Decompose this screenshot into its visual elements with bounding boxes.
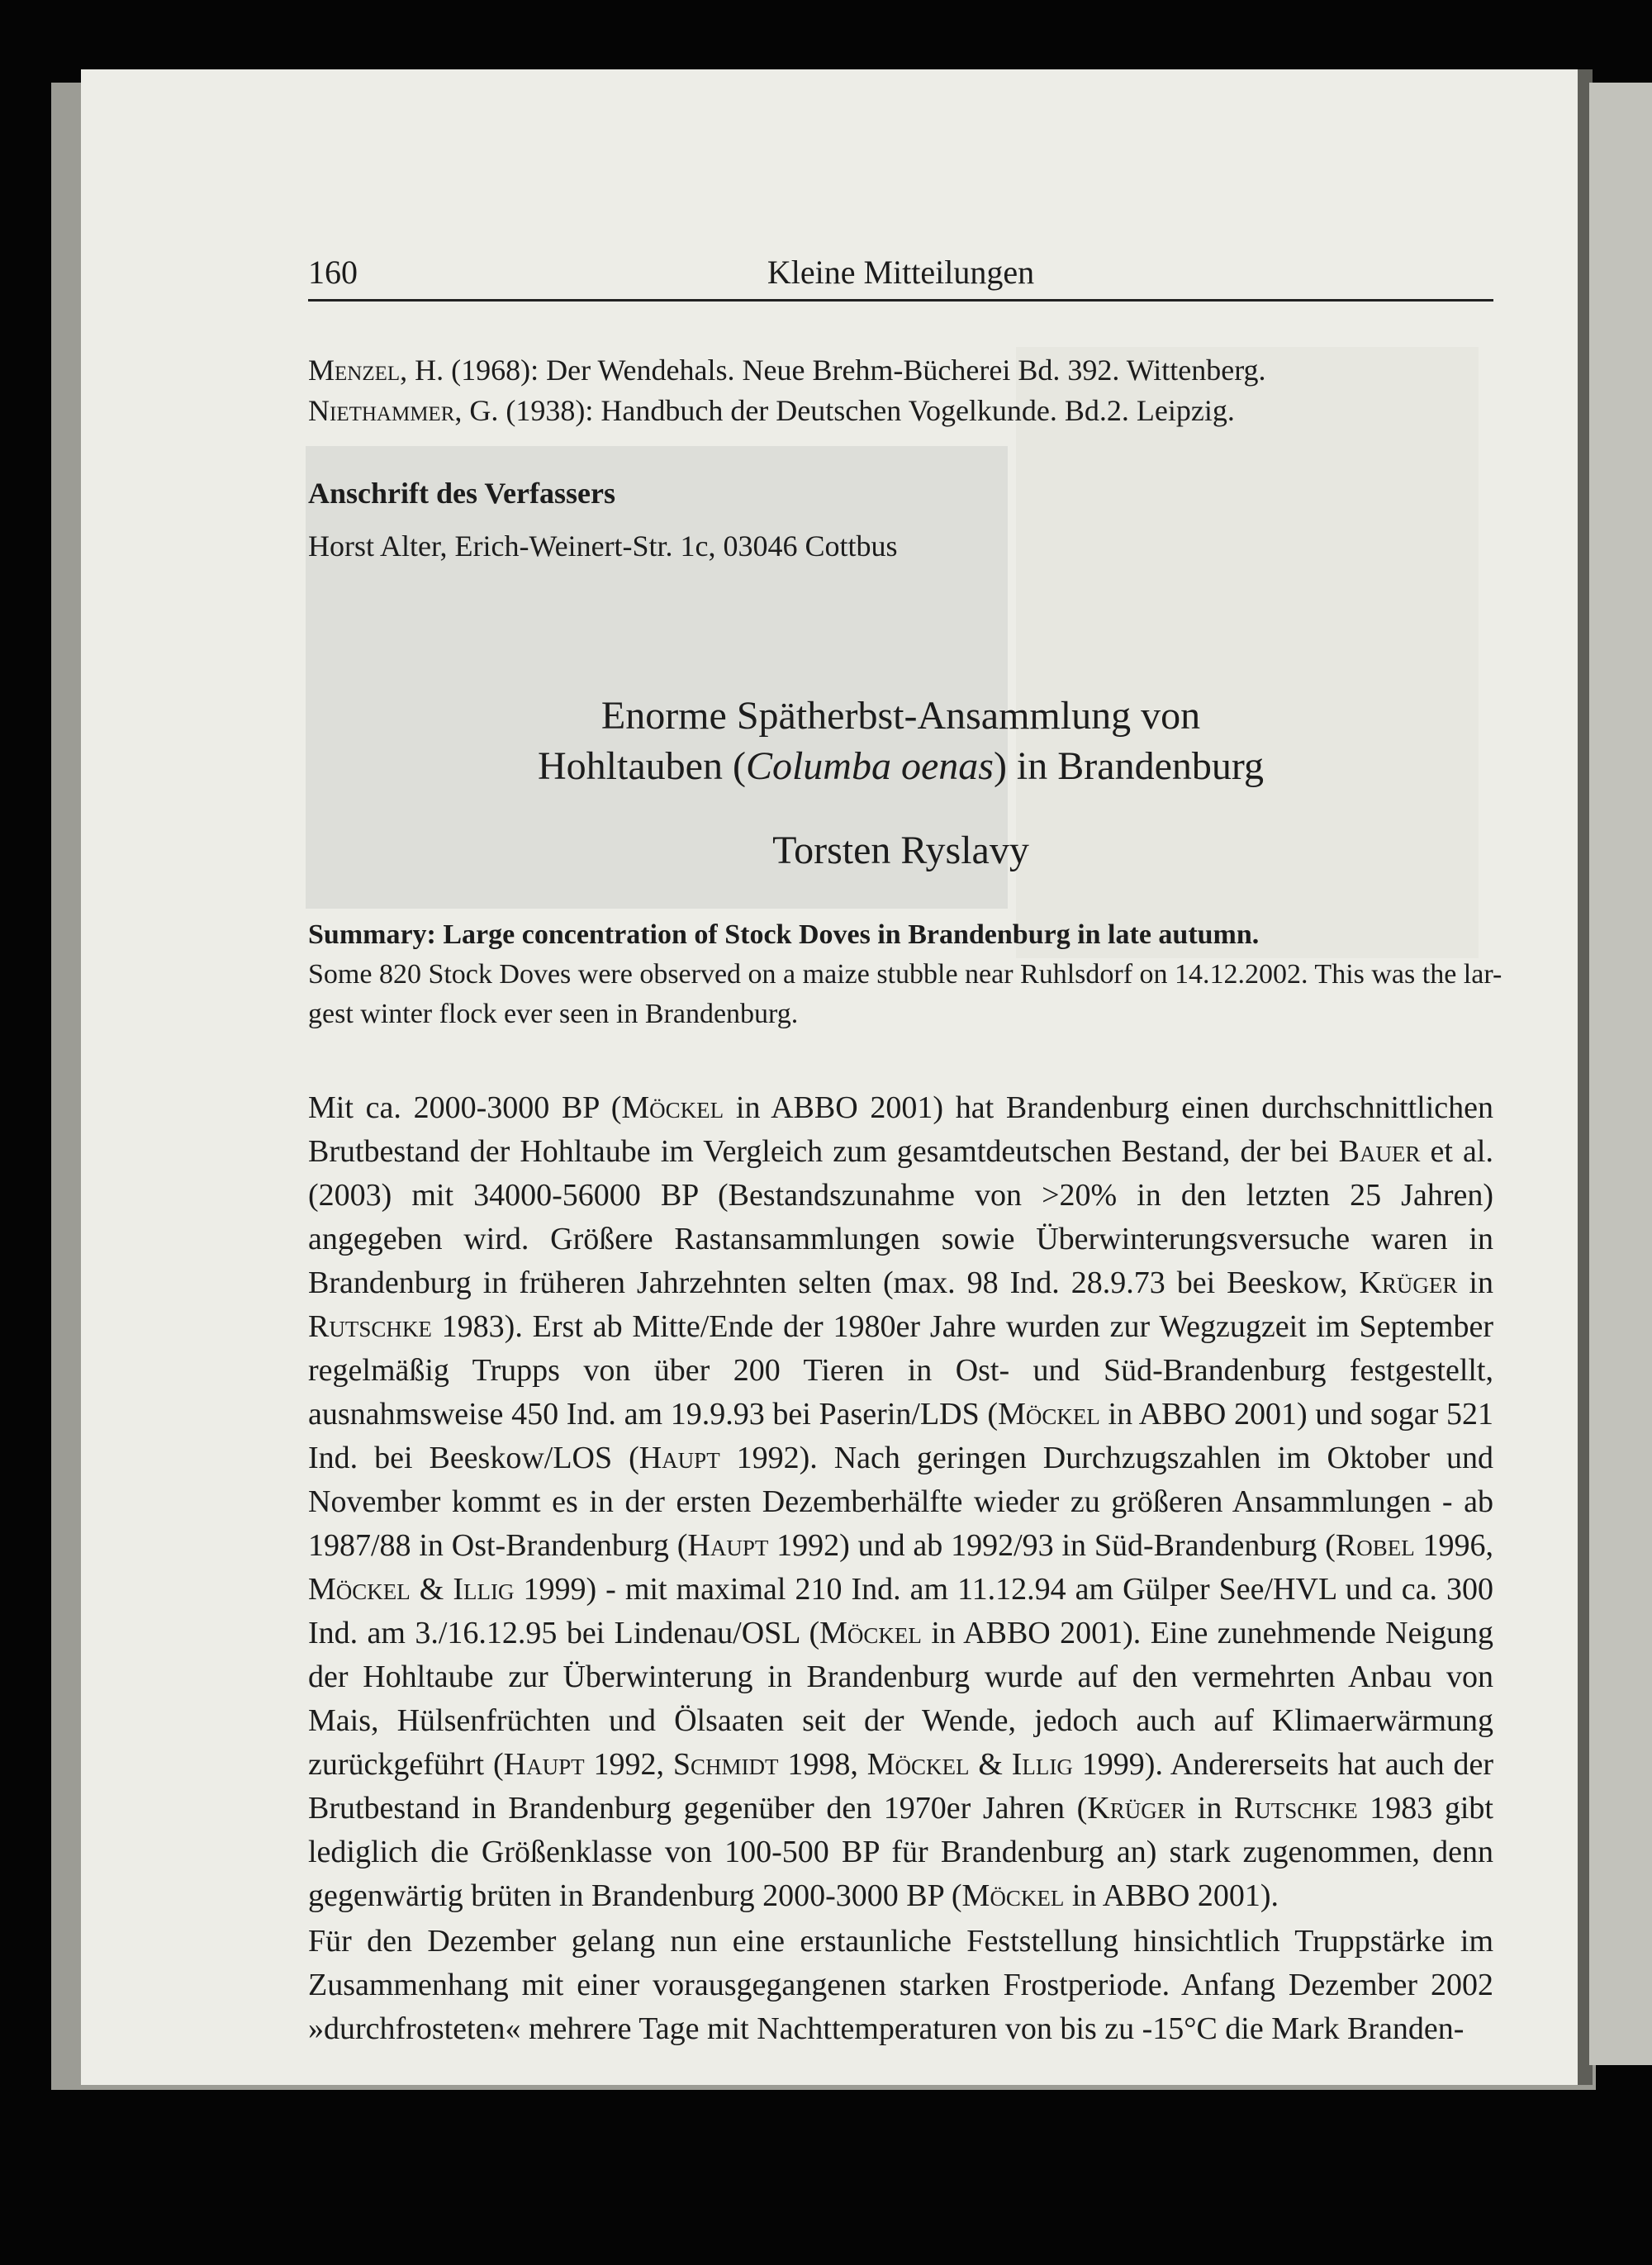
page-number: 160 [308, 254, 358, 291]
reference-entry [308, 391, 1498, 431]
body-text [308, 1086, 1493, 2051]
reference-text: , H. (1968): Der Wendehals. Neue Brehm-Bücherei Bd. 392. Wittenberg. [400, 354, 1266, 387]
summary-text-line: Some 820 Stock Doves were observed on a maize stubble near Ruhlsdorf on 14.12.2002. This was the lar- [308, 959, 1502, 990]
article-title-line-1: Enorme Spätherbst-Ansammlung von [601, 694, 1201, 738]
running-head: Kleine Mitteilungen [767, 254, 1035, 291]
reference-entry [308, 350, 1498, 391]
reference-text: , G. (1938): Handbuch der Deutschen Vogelkunde. Bd.2. Leipzig. [454, 394, 1235, 427]
address-text: Horst Alter, Erich-Weinert-Str. 1c, 03046 Cottbus [308, 529, 898, 563]
summary-heading: Summary: Large concentration of Stock Doves in Brandenburg in late autumn. [308, 919, 1260, 950]
body-paragraph-2: Für den Dezember gelang nun eine erstaunliche Feststellung hinsichtlich Truppstärke im Zusammenhang mit einer vorausgegangenen starken Frostperiode. Anfang Dezember 2002 »durchfrosteten« mehrere Tage mit Nachttemperaturen von bis zu -15°C die Mark Branden- [308, 1924, 1493, 2046]
summary-text-line: gest winter flock ever seen in Brandenburg. [308, 999, 799, 1029]
facing-page [1589, 83, 1652, 2065]
body-paragraph-1: Mit ca. 2000-3000 BP (Möckel in ABBO 2001) hat Brandenburg einen durchschnittlichen Brutbestand der Hohltaube im Vergleich zum gesamtdeutschen Bestand, der bei Bauer et al. (2003) mit 34000-56000 BP (Bestandszunahme von >20% in den letzten 25 Jahren) angegeben wird. Größere Rastansammlungen sowie Überwinterungsversuche waren in Brandenburg in früheren Jahrzehnten selten (max. 98 Ind. 28.9.73 bei Beeskow, Krüger in Rutschke 1983). Erst ab Mitte/Ende der 1980er Jahre wurden zur Wegzugzeit im September regelmäßig Trupps von über 200 Tieren in Ost- und Süd-Brandenburg festgestellt, ausnahmsweise 450 Ind. am 19.9.93 bei Paserin/LDS (Möckel in ABBO 2001) und sogar 521 Ind. bei Beeskow/LOS (Haupt 1992). Nach geringen Durchzugszahlen im Oktober und November kommt es in der ersten Dezemberhälfte wieder zu größeren Ansammlungen - ab 1987/88 in Ost-Brandenburg (Haupt 1992) und ab 1992/93 in Süd-Brandenburg (Robel 1996, Möckel & Illig 1999) - mit maximal 210 Ind. am 11.12.94 am Gülper See/HVL und ca. 300 Ind. am 3./16.12.95 bei Lindenau/OSL (Möckel in ABBO 2001). Eine zunehmende Neigung der Hohltaube zur Überwinterung in Brandenburg wurde auf den vermehrten Anbau von Mais, Hülsenfrüchten und Ölsaaten seit der Wende, jedoch auch auf Klimaerwärmung zurückgeführt (Haupt 1992, Schmidt 1998, Möckel & Illig 1999). Andererseits hat auch der Brutbestand in Brandenburg gegenüber den 1970er Jahren (Krüger in Rutschke 1983 gibt lediglich die Größenklasse von 100-500 BP für Brandenburg an) stark zugenommen, denn gegenwärtig brüten in Brandenburg 2000-3000 BP (Möckel in ABBO 2001). [308, 1090, 1494, 1913]
running-header [308, 248, 1493, 302]
species-name: Columba oenas [745, 744, 994, 788]
summary [308, 915, 1502, 1034]
reference-author: Menzel [308, 354, 401, 387]
article-title-line-2: Hohltauben (Columba oenas) in Brandenburg [538, 744, 1264, 788]
address-heading: Anschrift des Verfassers [308, 477, 615, 510]
article-author: Torsten Ryslavy [772, 829, 1029, 872]
reference-author: Niethammer [308, 394, 455, 427]
